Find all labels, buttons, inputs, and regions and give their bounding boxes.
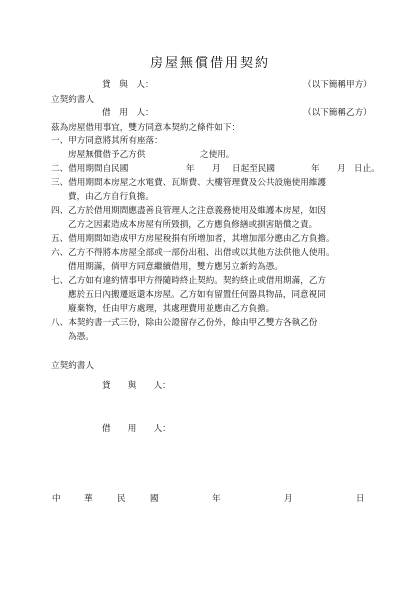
clause-6-line-1: 六、乙方不得將本房屋全部或一部份出租、出借或以其他方法供他人使用。 (51, 248, 335, 258)
borrower-label: 借 用 人： (102, 108, 154, 118)
date-year: 年 (212, 494, 221, 504)
clause-3-line-1: 三、借用期間本房屋之水電費、瓦斯費、大樓管理費及公共設施使用維護 (51, 178, 327, 188)
clause-4-line-2: 乙方之因素造成本房屋有所毀損，乙方應負修繕或損害賠償之責。 (68, 220, 318, 230)
clause-8-line-1: 八、本契約書一式三份，除由公證留存乙份外，餘由甲乙雙方各執乙份 (51, 318, 318, 328)
clause-7-line-3: 廢棄物，任由甲方處理，其處理費用並應由乙方負擔。 (68, 304, 275, 314)
clause-7-line-2: 應於五日內搬遷返還本房屋。乙方如有留置任何器具物品，同意視同 (68, 290, 326, 300)
signatory-label: 立契約書人 (51, 95, 94, 105)
date-char-hua: 華 (84, 494, 93, 504)
date-char-zhong: 中 (52, 494, 61, 504)
clause-2-month: 月 (212, 164, 221, 174)
clause-1-line-2-a: 房屋無償借予乙方供 (68, 150, 146, 160)
clause-6-line-2: 借用期滿，倘甲方同意繼續借用，雙方應另立新約為憑。 (68, 262, 283, 272)
date-char-min: 民 (117, 494, 126, 504)
preamble: 茲為房屋借用事宜，雙方同意本契約之條件如下： (51, 123, 241, 133)
document-title: 房屋無償借用契約 (149, 56, 270, 71)
clause-2-a: 二、借用期間自民國 (51, 164, 129, 174)
signature-heading: 立契約書人 (51, 361, 94, 371)
date-month: 月 (284, 494, 293, 504)
lender-alias: （以下簡稱甲方） (303, 80, 372, 90)
clause-4-line-1: 四、乙方於借用期間應盡善良管理人之注意義務使用及維護本房屋，如因 (51, 206, 327, 216)
clause-1-line-2-b: 之使用。 (200, 150, 235, 160)
clause-8-line-2: 為憑。 (68, 332, 94, 342)
clause-7-line-1: 七、乙方如有違約情事甲方得隨時終止契約。契約終止或借用期滿，乙方 (51, 276, 327, 286)
date-day: 日 (356, 494, 365, 504)
clause-2-year: 年 (186, 164, 195, 174)
lender-label: 貸 與 人： (102, 80, 154, 90)
borrower-alias: （以下簡稱乙方） (303, 108, 372, 118)
signature-borrower: 借 用 人： (102, 424, 171, 434)
clause-2-day-from: 日起至民國 (232, 164, 275, 174)
signature-lender: 貸 與 人： (102, 381, 171, 391)
clause-2-day-end: 日止。 (354, 164, 380, 174)
clause-2-year-2: 年 (311, 164, 320, 174)
clause-2-month-2: 月 (337, 164, 346, 174)
date-char-guo: 國 (150, 494, 159, 504)
clause-5: 五、借用期間如造成甲方房屋稅捐有所增加者，其增加部分應由乙方負擔。 (51, 234, 335, 244)
clause-3-line-2: 費，由乙方自行負擔。 (68, 192, 154, 202)
clause-1-line-1: 一、甲方同意將其所有座落： (51, 136, 163, 146)
